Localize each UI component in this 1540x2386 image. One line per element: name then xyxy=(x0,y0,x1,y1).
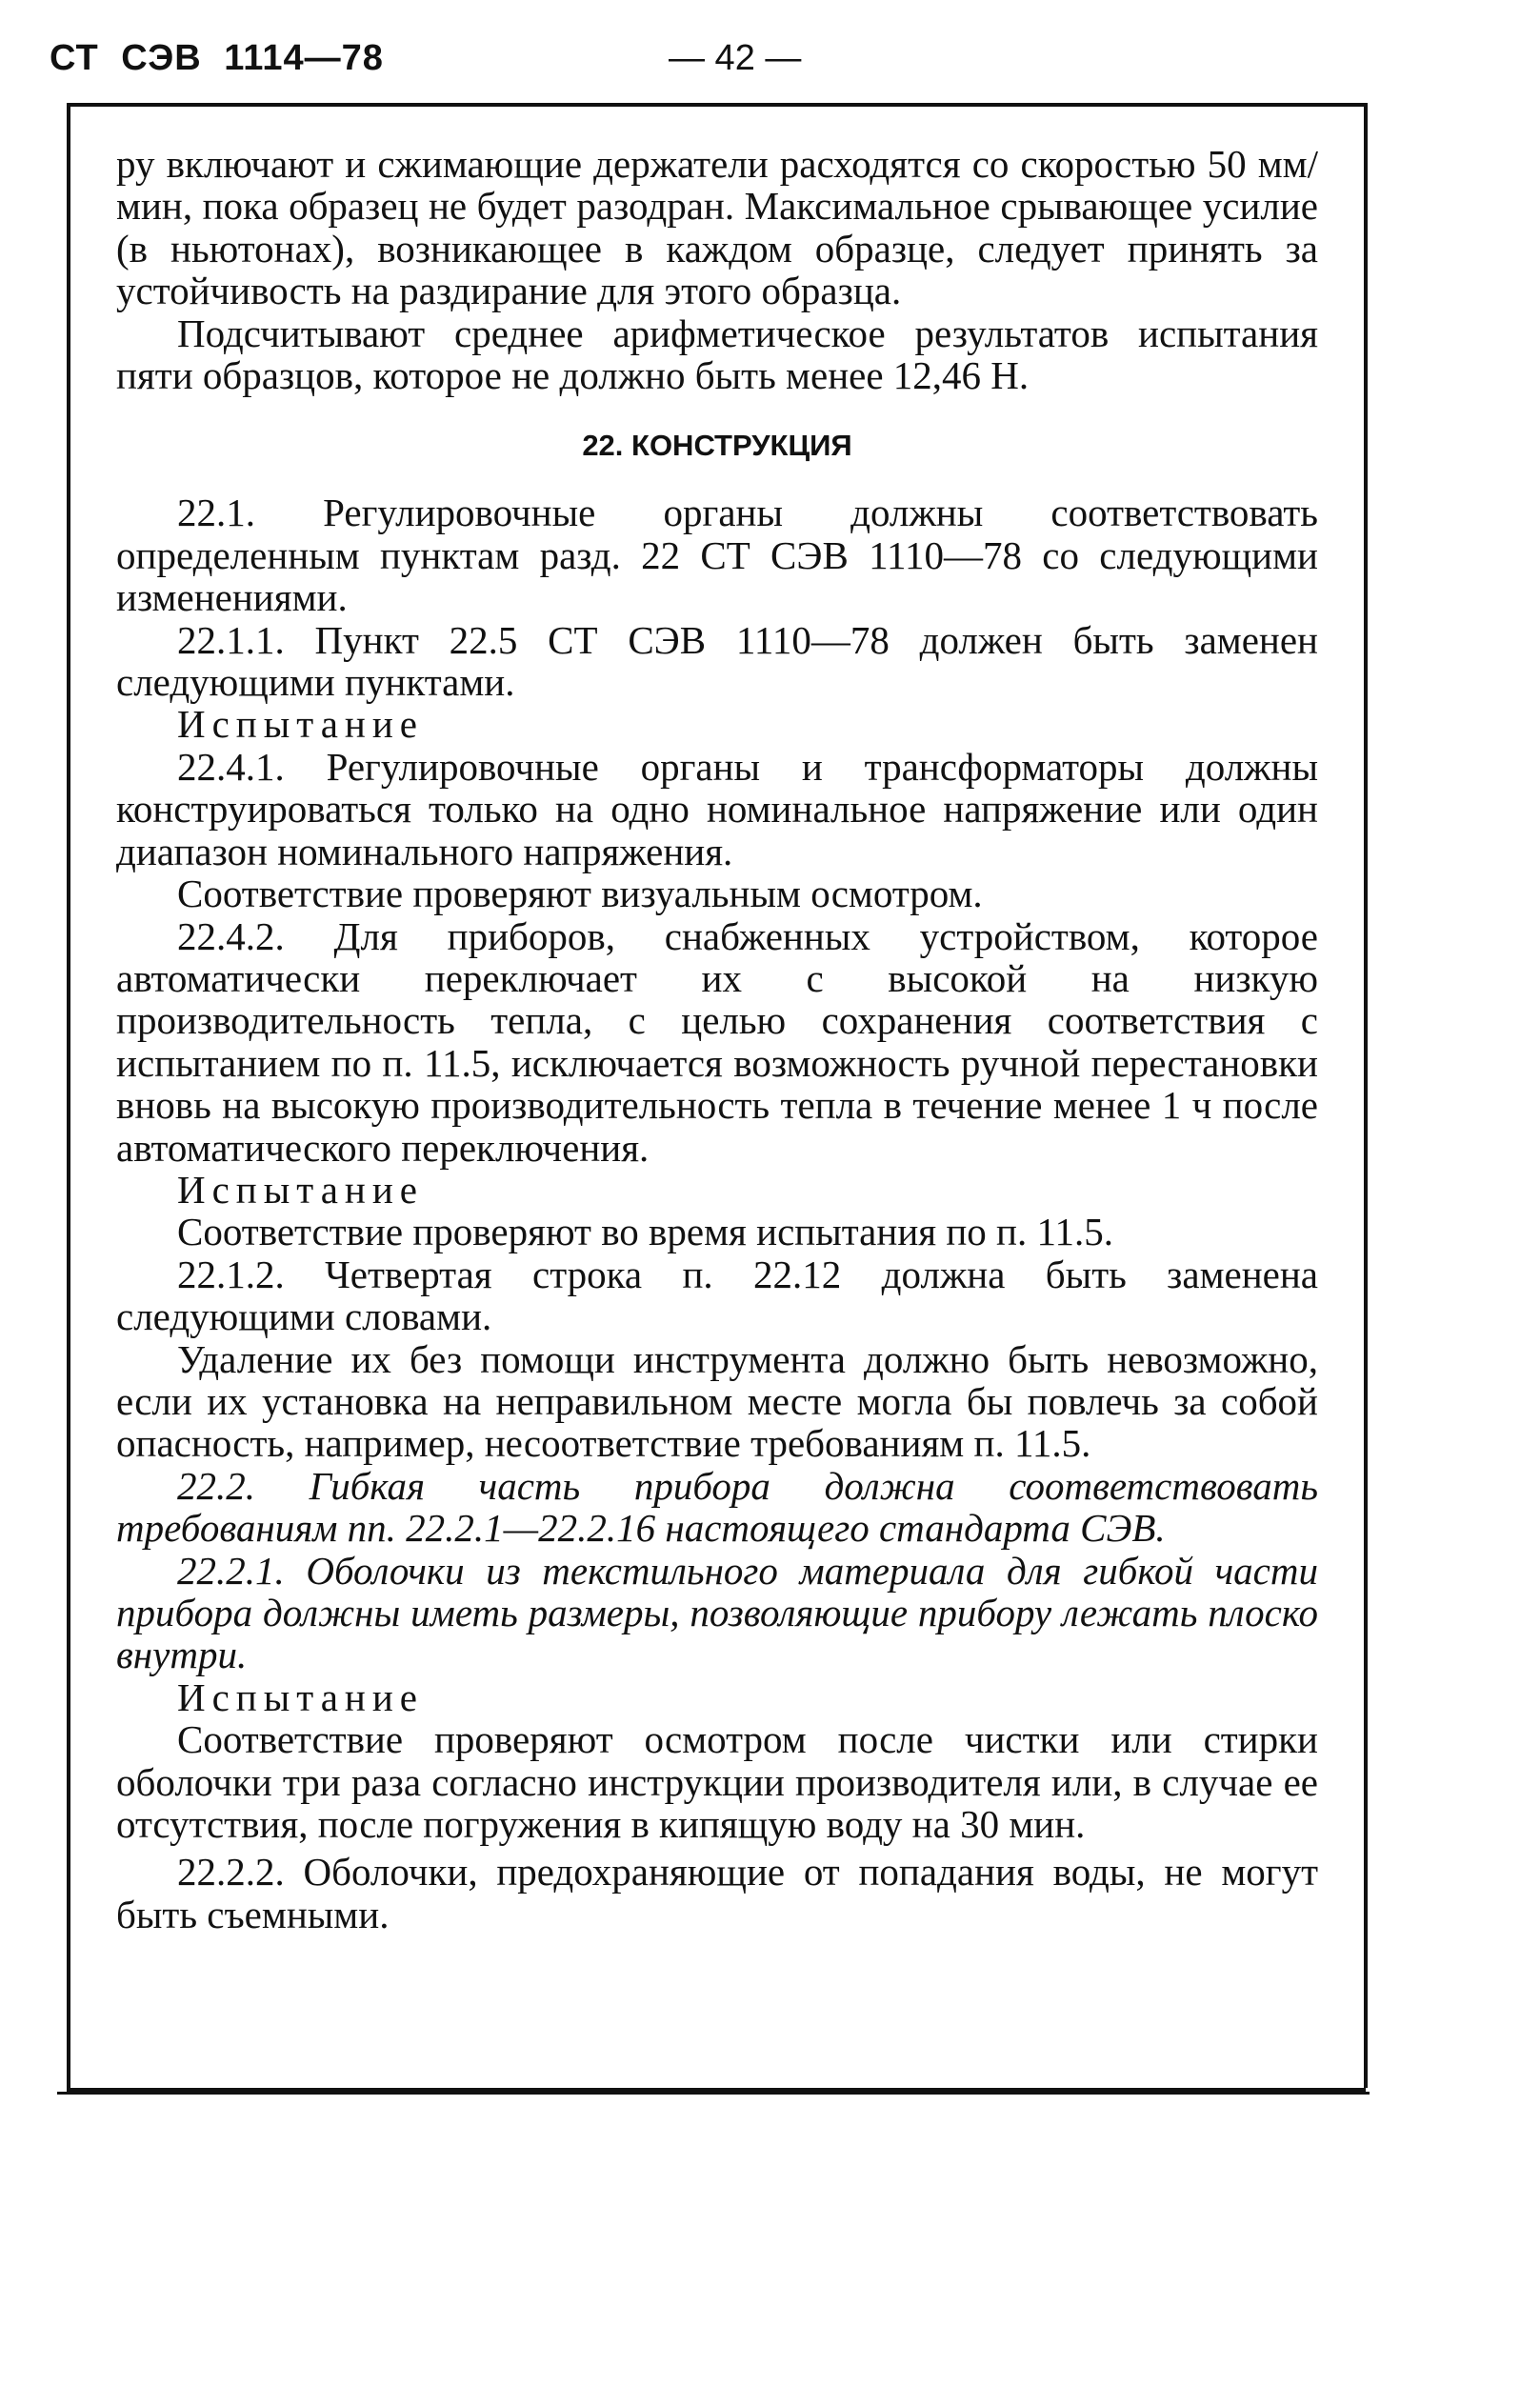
paragraph-22-4-1: 22.4.1. Регулировочные органы и трансформаторы должны конструироваться только на одно номинальное напряжение или один диапазон номинального напряжения. xyxy=(116,744,1318,873)
paragraph-average-result: Подсчитывают среднее арифметическое результатов испытания пяти образцов, которое не должно быть менее 12,46 Н. xyxy=(116,311,1318,398)
test-label: Испытание xyxy=(177,1674,424,1719)
standard-code: СТ СЭВ 1114—78 xyxy=(50,38,384,78)
page-frame-right-rule xyxy=(1364,103,1368,2088)
document-body xyxy=(116,143,1318,1935)
page-number: — 42 — xyxy=(669,38,802,78)
paragraph-22-2: 22.2. Гибкая часть прибора должна соответствовать требованиям пп. 22.2.1—22.2.16 настоящего стандарта СЭВ. xyxy=(116,1463,1318,1551)
paragraph-22-1: 22.1. Регулировочные органы должны соответствовать определенным пунктам разд. 22 СТ СЭВ 1110—78 со следующими изменениями. xyxy=(116,491,1318,620)
paragraph-continuation: ру включают и сжимающие держатели расходятся со скоростью 50 мм/мин, пока образец не будет разодран. Максимальное срывающее усилие (в ньютонах), возникающее в каждом образце, следует принять за устойчивость на раздирание для этого образца. xyxy=(116,142,1318,313)
paragraph-22-1-2: 22.1.2. Четвертая строка п. 22.12 должна быть заменена следующими словами. xyxy=(116,1252,1318,1339)
paragraph-washing-check: Соответствие проверяют осмотром после чистки или стирки оболочки три раза согласно инструкции производителя или, в случае ее отсутствия, после погружения в кипящую воду на 30 мин. xyxy=(116,1717,1318,1847)
paragraph-22-1-1: 22.1.1. Пункт 22.5 СТ СЭВ 1110—78 должен быть заменен следующими пунктами. xyxy=(116,617,1318,705)
paragraph-22-4-2: 22.4.2. Для приборов, снабженных устройством, которое автоматически переключает их с высокой на низкую производительность тепла, с целью сохранения соответствия с испытанием по п. 11.5, исключается возможность ручной перестановки вновь на высокую производительность тепла в течение менее 1 ч после автоматического переключения. xyxy=(116,913,1318,1170)
page-header xyxy=(50,38,1383,86)
section-heading: 22. КОНСТРУКЦИЯ xyxy=(582,429,852,463)
page-bottom-rule xyxy=(57,2092,1370,2095)
paragraph-removal: Удаление их без помощи инструмента должно быть невозможно, если их установка на неправильном месте могла бы повлечь за собой опасность, например, несоответствие требованиям п. 11.5. xyxy=(116,1336,1318,1466)
test-label: Испытание xyxy=(177,702,424,747)
paragraph-22-2-1: 22.2.1. Оболочки из текстильного материала для гибкой части прибора должны иметь размеры, позволяющие прибору лежать плоско внутри. xyxy=(116,1548,1318,1677)
paragraph-test-11-5: Соответствие проверяют во время испытания по п. 11.5. xyxy=(177,1210,1113,1254)
paragraph-22-2-2: 22.2.2. Оболочки, предохраняющие от попадания воды, не могут быть съемными. xyxy=(116,1850,1318,1936)
paragraph-visual-check: Соответствие проверяют визуальным осмотром. xyxy=(177,872,983,916)
test-label: Испытание xyxy=(177,1167,424,1212)
